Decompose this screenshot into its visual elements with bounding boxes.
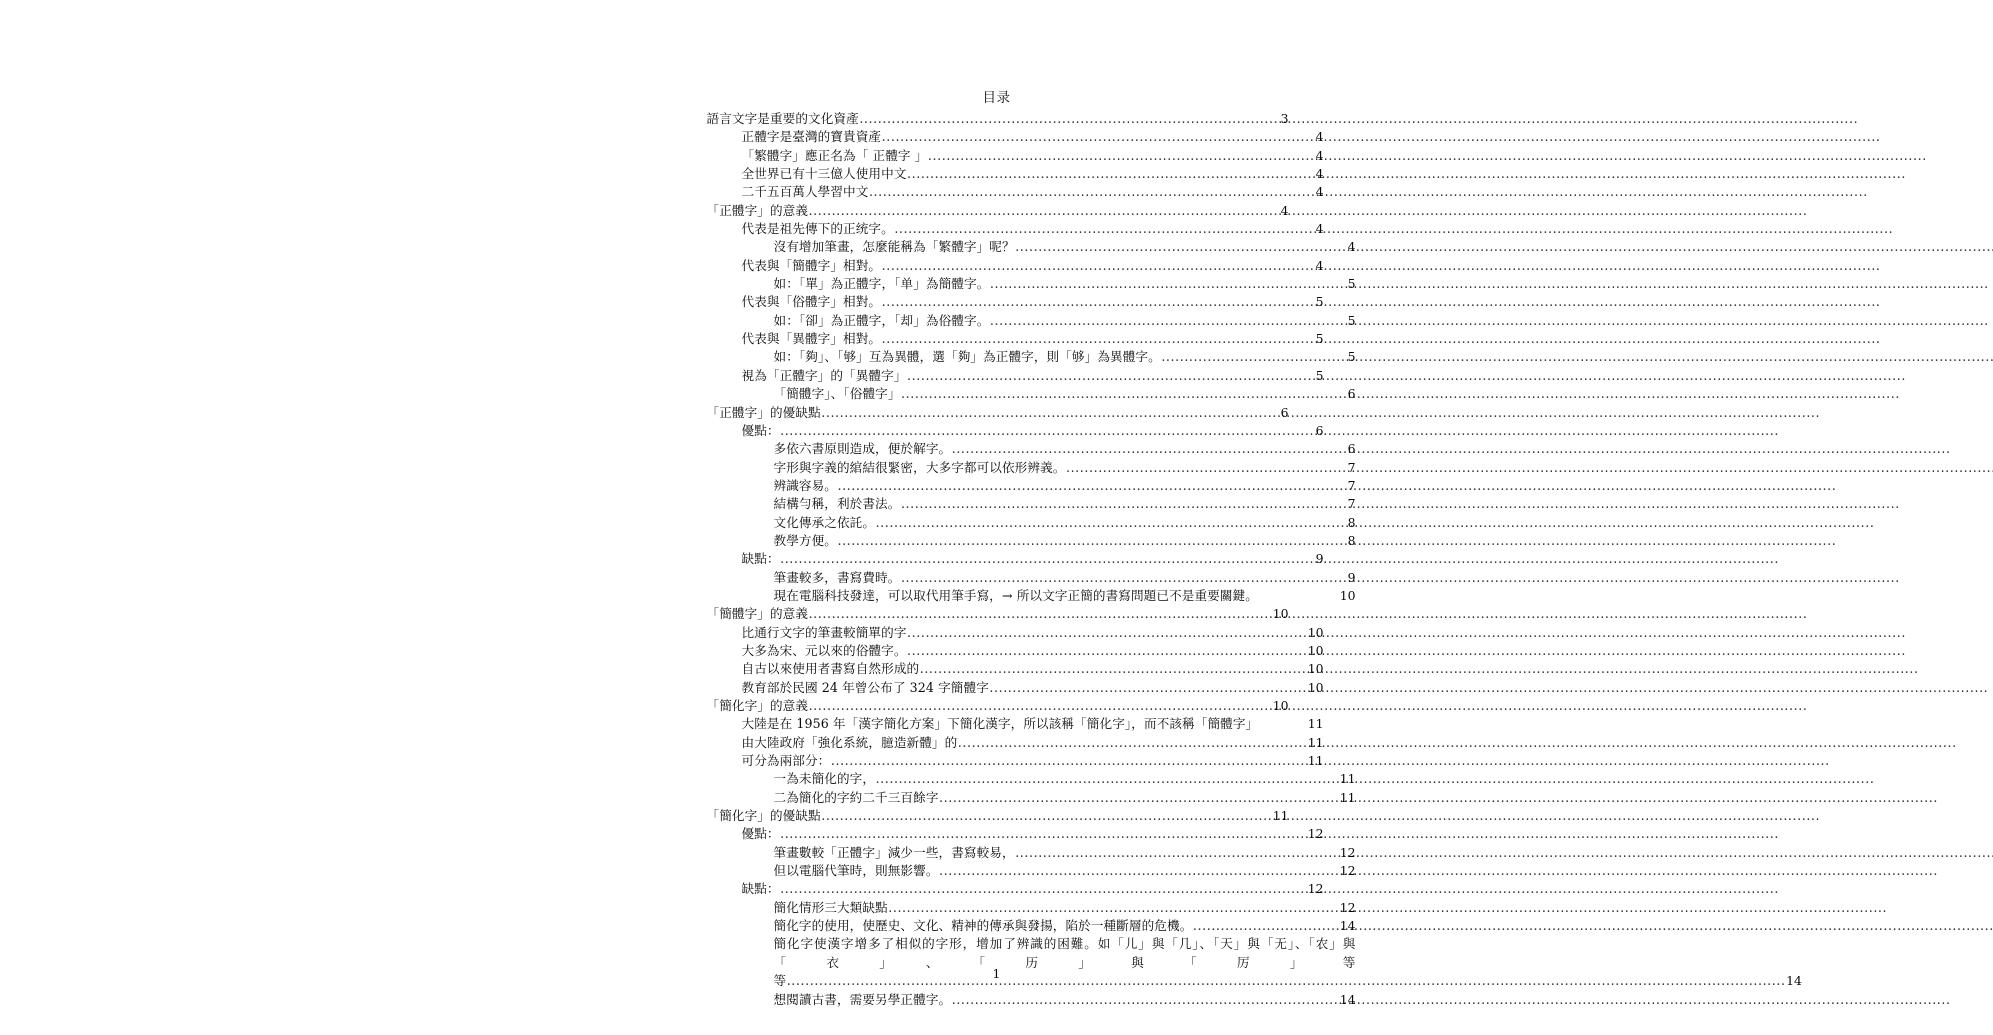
toc-leader-dots <box>907 165 1314 183</box>
toc-entry[interactable] <box>707 440 1356 458</box>
toc-entry-inner <box>773 935 1802 990</box>
toc-entry-page: 6 <box>1280 404 1289 420</box>
toc-entry-page: 11 <box>1307 753 1324 769</box>
toc-entry-page: 14 <box>1786 973 1802 989</box>
toc-entry[interactable] <box>707 275 1356 293</box>
toc-entry-page: 9 <box>1315 551 1324 567</box>
toc-entry[interactable] <box>707 587 1356 605</box>
toc-entry-page: 3 <box>1280 111 1289 126</box>
toc-entry[interactable] <box>707 477 1356 495</box>
toc-leader-dots <box>821 807 1271 825</box>
toc-entry[interactable] <box>707 330 1324 348</box>
toc-leader-dots <box>901 495 1346 513</box>
toc-entry[interactable] <box>707 770 1356 788</box>
toc-leader-dots <box>958 734 1306 752</box>
toc-leader-dots <box>1015 844 1338 862</box>
toc-entry[interactable] <box>707 697 1289 715</box>
toc-leader-dots <box>809 697 1272 715</box>
toc-leader-dots <box>952 991 1339 1009</box>
toc-entry-label: 語言文字是重要的文化資產 <box>706 111 859 126</box>
toc-entry-page: 4 <box>1315 147 1324 163</box>
toc-entry-label: 二千五百萬人學習中文 <box>741 184 869 200</box>
toc-entry-page: 6 <box>1347 441 1356 457</box>
toc-entry[interactable] <box>707 880 1324 898</box>
toc-leader-dots <box>990 275 1346 293</box>
toc-entry-page: 4 <box>1315 184 1324 200</box>
toc-entry[interactable] <box>707 110 1289 128</box>
toc-leader-dots <box>882 257 1314 275</box>
toc-leader-dots <box>780 422 1314 440</box>
toc-entry-label: 可分為兩部分： <box>741 753 831 769</box>
toc-leader-dots <box>1015 238 1346 256</box>
toc-leader-dots <box>837 532 1346 550</box>
toc-entry-page: 10 <box>1307 624 1324 640</box>
toc-entry[interactable] <box>707 532 1356 550</box>
toc-entry-label: 大多為宋、元以來的俗體字。 <box>741 642 907 658</box>
toc-entry-page: 7 <box>1347 459 1356 475</box>
toc-entry-label: 視為「正體字」的「異體字」 <box>741 367 907 383</box>
toc-entry-page: 4 <box>1280 202 1289 218</box>
toc-leader-dots <box>882 293 1314 311</box>
toc-entry[interactable] <box>707 569 1356 587</box>
toc-entry-page: 14 <box>1339 918 1356 934</box>
toc-entry-label: 簡化情形三大類缺點 <box>773 899 888 915</box>
toc-entry[interactable] <box>707 789 1356 807</box>
toc-entry-page: 11 <box>1272 808 1289 824</box>
toc-entry-label: 代表與「異體字」相對。 <box>741 331 882 347</box>
toc-entry[interactable] <box>707 642 1324 660</box>
toc-entry[interactable] <box>707 257 1324 275</box>
toc-entry-page: 10 <box>1307 661 1324 677</box>
toc-entry-label: 簡化字使漢字增多了相似的字形，增加了辨識的困難。如「儿」與「几」、「天」與「无」、「农」與「衣」、「历」與「厉」等等 <box>773 936 1356 989</box>
toc-entry-page: 11 <box>1339 771 1356 787</box>
toc-entry[interactable] <box>707 495 1356 513</box>
toc-entry[interactable] <box>707 348 1356 366</box>
toc-entry-page: 11 <box>1339 789 1356 805</box>
toc-entry-label: 比通行文字的筆畫較簡單的字 <box>741 624 907 640</box>
toc-leader-dots <box>907 624 1306 642</box>
toc-entry[interactable] <box>707 624 1324 642</box>
toc-entry[interactable] <box>707 404 1289 422</box>
toc-entry-label: 教育部於民國 24 年曾公布了 324 字簡體字 <box>741 679 989 695</box>
toc-entry[interactable] <box>707 991 1356 1009</box>
toc-leader-dots <box>882 128 1314 146</box>
toc-entry[interactable] <box>707 367 1324 385</box>
toc-leader-dots <box>1066 459 1346 477</box>
toc-entry-page: 4 <box>1315 257 1324 273</box>
toc-entry-label: 教學方便。 <box>773 532 837 548</box>
toc-leader-dots <box>1193 917 1338 935</box>
toc-entry[interactable] <box>707 679 1324 697</box>
toc-entry-page: 5 <box>1315 367 1324 383</box>
toc-entry-label: 「正體字」的意義 <box>706 202 809 218</box>
toc-entry-label: 自古以來使用者書寫自然形成的 <box>741 661 920 677</box>
toc-entry-label: 多依六書原則造成，便於解字。 <box>773 441 952 457</box>
toc-entry-page: 7 <box>1347 496 1356 512</box>
toc-entry-label: 筆畫數較「正體字」減少一些，書寫較易， <box>773 844 1015 860</box>
toc-leader-dots <box>882 330 1314 348</box>
toc-entry-label: 字形與字義的綰結很緊密，大多字都可以依形辨義。 <box>773 459 1066 475</box>
toc-entry-label: 一為未簡化的字， <box>773 771 876 787</box>
toc-entry[interactable] <box>707 917 1356 935</box>
toc-leader-dots <box>952 440 1346 458</box>
toc-entry-page: 10 <box>1272 698 1289 713</box>
toc-leader-dots <box>901 385 1346 403</box>
toc-entry-label: 二為簡化的字約二千三百餘字 <box>773 789 939 805</box>
toc-entry-label: 「簡化字」的意義 <box>706 698 809 713</box>
toc-entry-page: 11 <box>1307 734 1324 750</box>
toc-leader-dots <box>939 862 1338 880</box>
toc-entry-label: 「正體字」的優缺點 <box>706 404 821 420</box>
toc-entry-page: 4 <box>1347 239 1356 255</box>
toc-entry-page: 11 <box>1307 716 1324 732</box>
toc-entry[interactable] <box>707 935 1802 990</box>
toc-entry-label: 如：「夠」、「够」互為異體，選「夠」為正體字，則「够」為異體字。 <box>773 349 1161 365</box>
toc-entry-label: 優點： <box>741 422 780 438</box>
toc-entry-label: 「簡化字」的優缺點 <box>706 808 821 824</box>
toc-leader-dots <box>821 404 1279 422</box>
toc-entry-page: 12 <box>1339 899 1356 915</box>
toc-entry-label: 如：「單」為正體字，「单」為簡體字。 <box>773 276 990 292</box>
toc-leader-dots <box>894 220 1314 238</box>
toc-entry-page: 10 <box>1307 679 1324 695</box>
toc-entry-page: 5 <box>1315 294 1324 310</box>
toc-leader-dots <box>876 514 1347 532</box>
toc-entry[interactable] <box>707 220 1324 238</box>
toc-leader-dots <box>859 110 1279 128</box>
toc-entry-label: 代表與「簡體字」相對。 <box>741 257 882 273</box>
toc-leader-dots <box>989 679 1306 697</box>
toc-entry-label: 由大陸政府「強化系統，臆造新體」的 <box>741 734 958 750</box>
toc-entry[interactable] <box>707 183 1324 201</box>
toc-entry-label: 缺點： <box>741 881 780 897</box>
toc-entry[interactable] <box>707 165 1324 183</box>
toc-entry-label: 辨識容易。 <box>773 477 837 493</box>
toc-entry-label: 文化傳承之依託。 <box>773 514 876 530</box>
document-page <box>597 0 1802 1035</box>
toc-entry-page: 10 <box>1339 587 1356 603</box>
toc-entry[interactable] <box>707 147 1324 165</box>
toc-entry-page: 4 <box>1315 221 1324 237</box>
toc-entry[interactable] <box>707 715 1324 733</box>
toc-entry[interactable] <box>707 550 1324 568</box>
toc-leader-dots <box>809 605 1272 623</box>
toc-leader-dots <box>780 550 1314 568</box>
toc-entry-label: 簡化字的使用，使歷史、文化、精神的傳承與發揚，陷於一種斷層的危機。 <box>773 918 1193 934</box>
toc-entry[interactable] <box>707 422 1324 440</box>
toc-leader-dots <box>837 477 1346 495</box>
toc-entry-page: 6 <box>1315 422 1324 438</box>
toc-entry-page: 12 <box>1339 863 1356 879</box>
toc-entry-label: 想閱讀古書，需要另學正體字。 <box>773 991 952 1007</box>
toc-entry[interactable] <box>707 862 1356 880</box>
toc-entry-page: 12 <box>1339 844 1356 860</box>
toc-leader-dots <box>1161 348 1346 366</box>
toc-entry-page: 5 <box>1347 312 1356 328</box>
toc-leader-dots <box>831 752 1306 770</box>
toc-entry-page: 8 <box>1347 514 1356 530</box>
toc-entry-label: 大陸是在 1956 年「漢字簡化方案」下簡化漢字，所以該稱「簡化字」，而不該稱「簡體字」 <box>741 716 1259 732</box>
toc-entry-label: 缺點： <box>741 551 780 567</box>
page-number: 1 <box>992 966 1001 981</box>
toc-entry[interactable] <box>707 825 1324 843</box>
toc-entry[interactable] <box>707 459 1356 477</box>
toc-leader-dots <box>939 789 1338 807</box>
table-of-contents <box>706 110 1802 1009</box>
toc-leader-dots <box>901 569 1346 587</box>
toc-entry[interactable] <box>707 128 1324 146</box>
toc-leader-dots <box>928 147 1314 165</box>
toc-entry[interactable] <box>707 734 1324 752</box>
toc-entry[interactable] <box>707 385 1356 403</box>
toc-entry-page: 5 <box>1347 276 1356 292</box>
toc-entry-label: 全世界已有十三億人使用中文 <box>741 166 907 182</box>
toc-entry-page: 14 <box>1339 991 1356 1007</box>
toc-leader-dots <box>920 660 1307 678</box>
toc-entry-label: 沒有增加筆畫，怎麼能稱為「繁體字」呢？ <box>773 239 1015 255</box>
toc-entry-label: 正體字是臺灣的寶貴資產 <box>741 129 882 145</box>
toc-leader-dots <box>780 825 1306 843</box>
toc-entry-page: 12 <box>1307 881 1324 897</box>
toc-entry-page: 5 <box>1315 331 1324 347</box>
toc-entry[interactable] <box>707 660 1324 678</box>
toc-entry[interactable] <box>707 807 1289 825</box>
toc-entry[interactable] <box>707 312 1356 330</box>
toc-entry-page: 9 <box>1347 569 1356 585</box>
toc-entry[interactable] <box>707 202 1289 220</box>
toc-entry[interactable] <box>707 605 1289 623</box>
toc-entry[interactable] <box>707 752 1324 770</box>
toc-entry[interactable] <box>707 899 1356 917</box>
toc-entry-label: 「簡體字」、「俗體字」 <box>773 386 901 402</box>
page-title: 目录 <box>982 90 1011 106</box>
toc-entry-label: 「繁體字」應正名為「 正體字 」 <box>741 147 928 163</box>
toc-entry-page: 6 <box>1347 386 1356 402</box>
toc-entry-label: 但以電腦代筆時，則無影響。 <box>773 863 939 879</box>
toc-entry-page: 8 <box>1347 532 1356 548</box>
toc-entry-label: 筆畫較多，書寫費時。 <box>773 569 901 585</box>
toc-leader-dots <box>990 312 1346 330</box>
toc-entry-label: 優點： <box>741 826 780 842</box>
toc-leader-dots <box>907 642 1306 660</box>
toc-entry-page: 5 <box>1347 349 1356 365</box>
toc-leader-dots <box>809 202 1280 220</box>
toc-entry-label: 「簡體字」的意義 <box>706 606 809 622</box>
toc-entry-page: 4 <box>1315 166 1324 182</box>
toc-leader-dots <box>876 770 1339 788</box>
toc-entry[interactable] <box>707 238 1356 256</box>
toc-entry-page: 10 <box>1272 606 1289 622</box>
toc-entry[interactable] <box>707 844 1356 862</box>
toc-entry-page: 7 <box>1347 477 1356 493</box>
toc-entry-label: 代表是祖先傳下的正统字。 <box>741 221 894 237</box>
toc-leader-dots <box>869 183 1314 201</box>
toc-entry-page: 10 <box>1307 642 1324 658</box>
toc-leader-dots <box>907 367 1314 385</box>
toc-leader-dots <box>780 880 1306 898</box>
toc-entry[interactable] <box>707 293 1324 311</box>
toc-entry-label: 如：「卻」為正體字，「却」為俗體字。 <box>773 312 990 328</box>
toc-entry-label: 結構勻稱，利於書法。 <box>773 496 901 512</box>
toc-entry-label: 現在電腦科技發達，可以取代用筆手寫，→ 所以文字正簡的書寫問題已不是重要關鍵。 <box>773 587 1258 603</box>
toc-leader-dots <box>888 899 1338 917</box>
toc-entry[interactable] <box>707 514 1356 532</box>
toc-entry-label: 代表與「俗體字」相對。 <box>741 294 882 310</box>
toc-entry-page: 4 <box>1315 129 1324 145</box>
toc-entry-page: 12 <box>1307 826 1324 842</box>
